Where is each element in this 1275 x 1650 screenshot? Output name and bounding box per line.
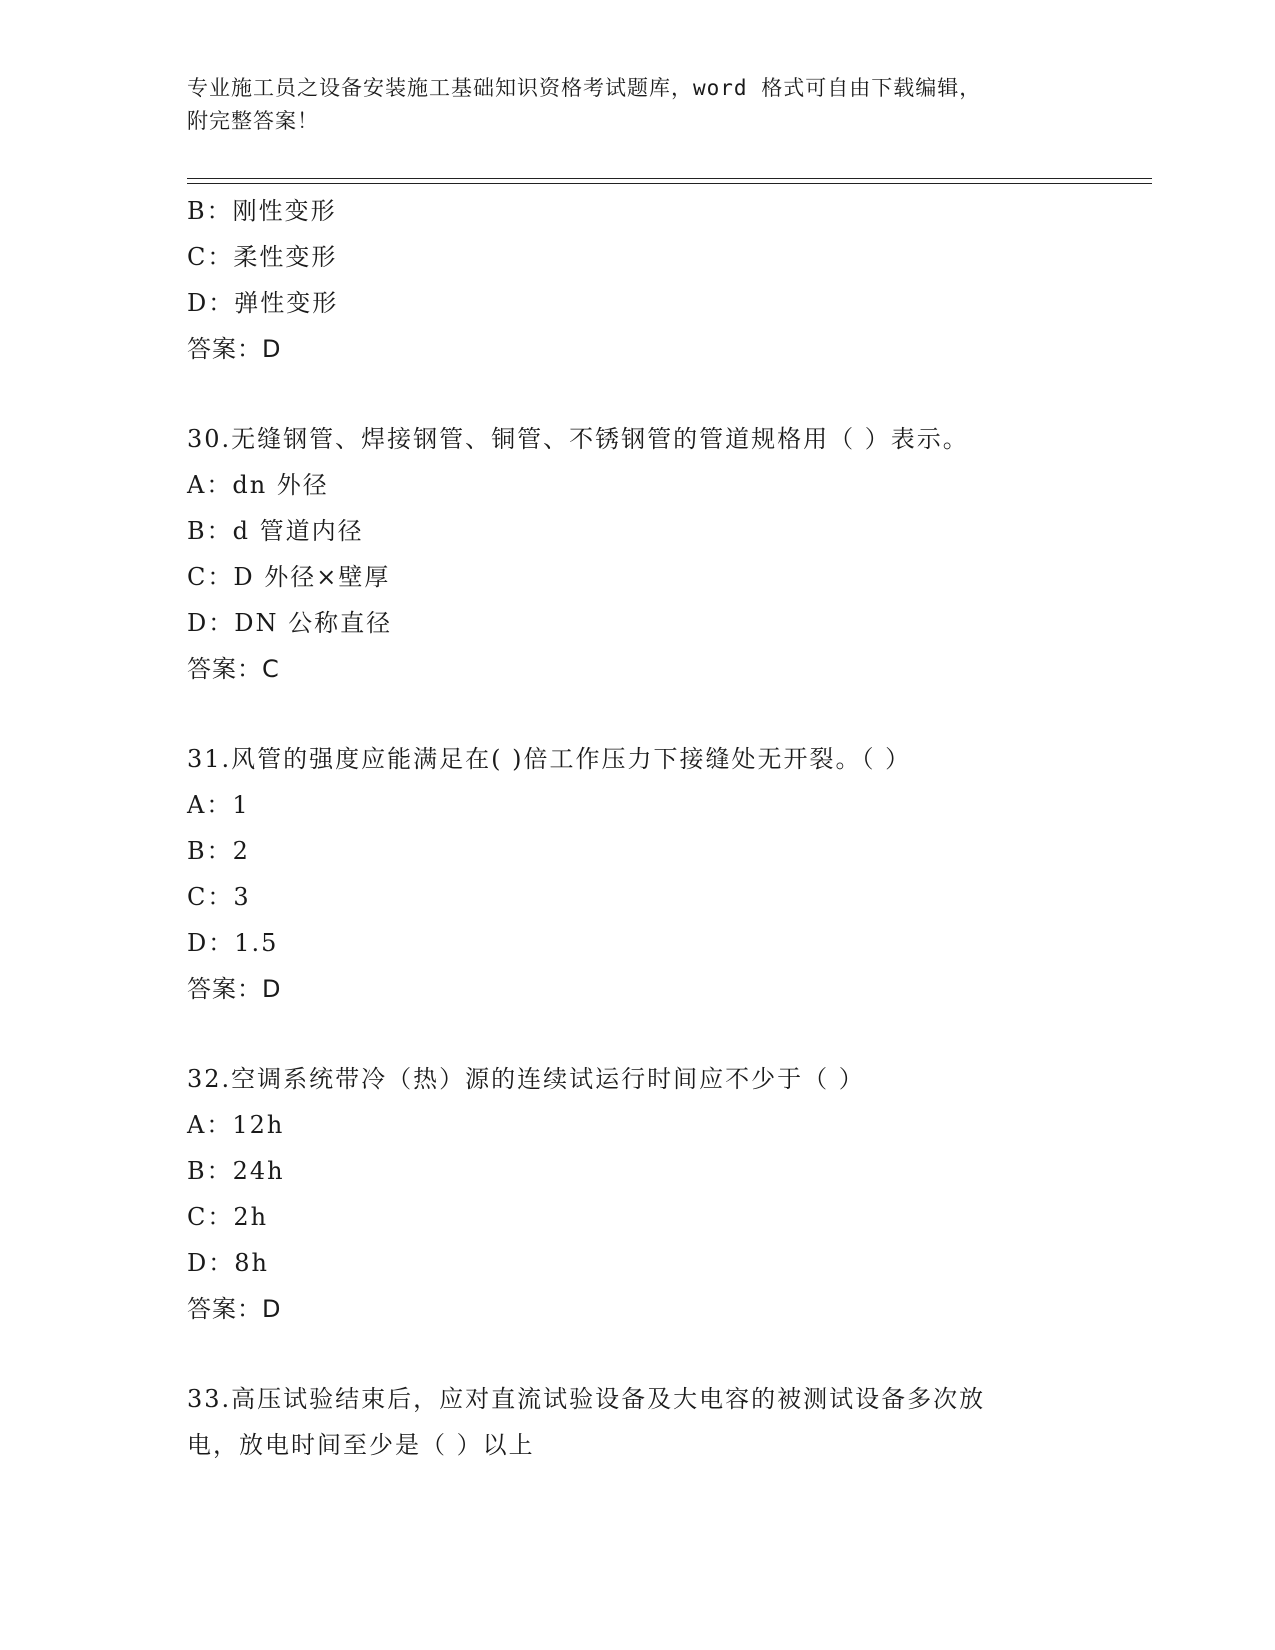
option-b: B：24h <box>187 1157 285 1185</box>
option-a: A：1 <box>187 791 250 819</box>
option-a: A：12h <box>187 1111 285 1139</box>
option-c: C：D 外径×壁厚 <box>187 563 391 591</box>
question-block-30 <box>187 416 1087 692</box>
question-block-29 <box>187 188 1087 372</box>
question-text: 32.空调系统带冷（热）源的连续试运行时间应不少于（ ） <box>187 1065 865 1093</box>
document-header <box>187 72 1067 138</box>
option-b: B：d 管道内径 <box>187 517 364 545</box>
option-b: B：2 <box>187 837 250 865</box>
header-divider-bottom <box>187 183 1152 184</box>
header-line-2: 附完整答案！ <box>187 109 319 133</box>
header-line-1: 专业施工员之设备安装施工基础知识资格考试题库，word 格式可自由下载编辑， <box>187 76 982 100</box>
question-text-line-1: 33.高压试验结束后，应对直流试验设备及大电容的被测试设备多次放 <box>187 1385 986 1413</box>
question-block-33 <box>187 1376 1087 1468</box>
option-a: A：dn 外径 <box>187 471 329 499</box>
question-list <box>187 188 1087 1468</box>
option-d: D：DN 公称直径 <box>187 609 393 637</box>
option-d: D：1.5 <box>187 929 279 957</box>
question-text: 31.风管的强度应能满足在( )倍工作压力下接缝处无开裂。（ ） <box>187 745 912 773</box>
answer-line: 答案：D <box>187 335 282 363</box>
question-text: 30.无缝钢管、焊接钢管、铜管、不锈钢管的管道规格用（ ）表示。 <box>187 425 969 453</box>
option-d: D：8h <box>187 1249 269 1277</box>
option-c: C：3 <box>187 883 251 911</box>
question-text-line-2: 电，放电时间至少是（ ）以上 <box>187 1431 535 1459</box>
answer-line: 答案：C <box>187 655 280 683</box>
answer-line: 答案：D <box>187 1295 282 1323</box>
option-c: C：柔性变形 <box>187 243 338 271</box>
option-c: C：2h <box>187 1203 269 1231</box>
question-block-32 <box>187 1056 1087 1332</box>
header-divider-top <box>187 178 1152 179</box>
answer-line: 答案：D <box>187 975 282 1003</box>
option-d: D：弹性变形 <box>187 289 339 317</box>
option-b: B：刚性变形 <box>187 197 337 225</box>
question-block-31 <box>187 736 1087 1012</box>
